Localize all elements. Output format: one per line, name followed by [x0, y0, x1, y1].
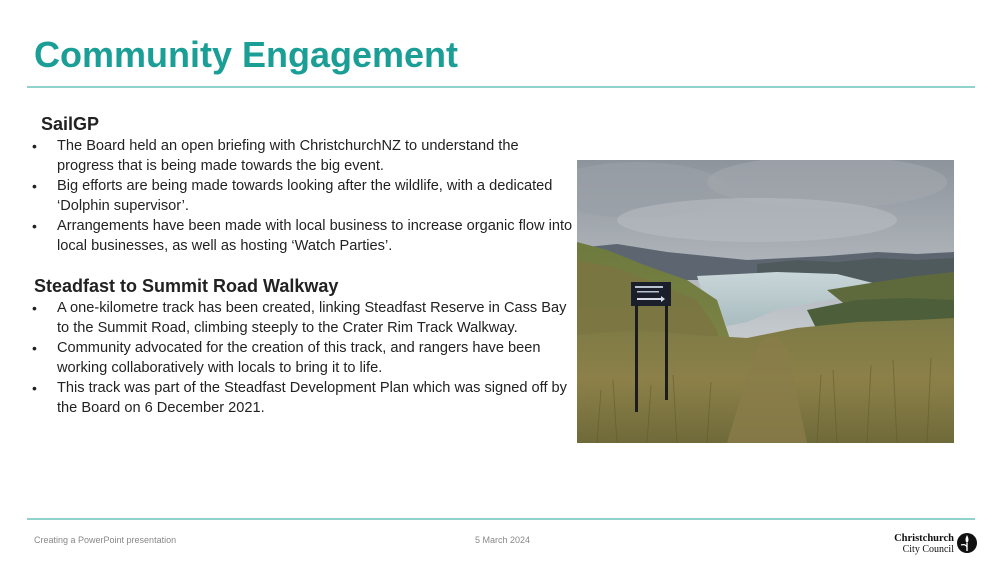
logo-line-2: City Council: [902, 544, 954, 555]
bullet-text: Arrangements have been made with local business to increase organic flow into local businesses, as well as hosting ‘Watch Parties’.: [57, 218, 573, 254]
walkway-bullet-list: [30, 298, 575, 418]
council-emblem-icon: [956, 532, 978, 554]
bullet-glyph: •: [32, 138, 37, 154]
list-item: [30, 176, 575, 216]
footer-date: 5 March 2024: [475, 535, 531, 545]
bullet-glyph: •: [32, 340, 37, 356]
bullet-glyph: •: [32, 218, 37, 234]
bullet-text: This track was part of the Steadfast Development Plan which was signed off by the Board on 6 December 2021.: [57, 380, 567, 416]
christchurch-city-council-logo: [892, 532, 982, 556]
sailgp-bullet-list: [30, 136, 575, 256]
title-divider: [27, 86, 975, 88]
list-item: [30, 216, 575, 256]
bullet-text: A one-kilometre track has been created, linking Steadfast Reserve in Cass Bay to the Summit Road, climbing steeply to the Crater Rim Track Walkway.: [57, 300, 567, 336]
bullet-glyph: •: [32, 300, 37, 316]
section-heading-walkway: Steadfast to Summit Road Walkway: [34, 276, 339, 296]
bullet-glyph: •: [32, 380, 37, 396]
slide-title: Community Engagement: [34, 34, 459, 75]
slide-body: [30, 112, 575, 418]
list-item: [30, 136, 575, 176]
walkway-photo: [577, 160, 954, 443]
footer-presentation-title: Creating a PowerPoint presentation: [34, 535, 177, 545]
list-item: [30, 378, 575, 418]
logo-wordmark: [892, 533, 954, 555]
bullet-glyph: •: [32, 178, 37, 194]
bullet-text: Community advocated for the creation of this track, and rangers have been working collaboratively with locals to bring it to life.: [57, 340, 541, 376]
logo-line-1: Christchurch: [894, 533, 954, 544]
list-item: [30, 298, 575, 338]
section-heading-sailgp: SailGP: [41, 114, 100, 134]
bullet-text: The Board held an open briefing with ChristchurchNZ to understand the progress that is being made towards the big event.: [57, 138, 519, 174]
list-item: [30, 338, 575, 378]
footer-divider: [27, 518, 975, 520]
bullet-text: Big efforts are being made towards looking after the wildlife, with a dedicated ‘Dolphin supervisor’.: [57, 178, 553, 214]
